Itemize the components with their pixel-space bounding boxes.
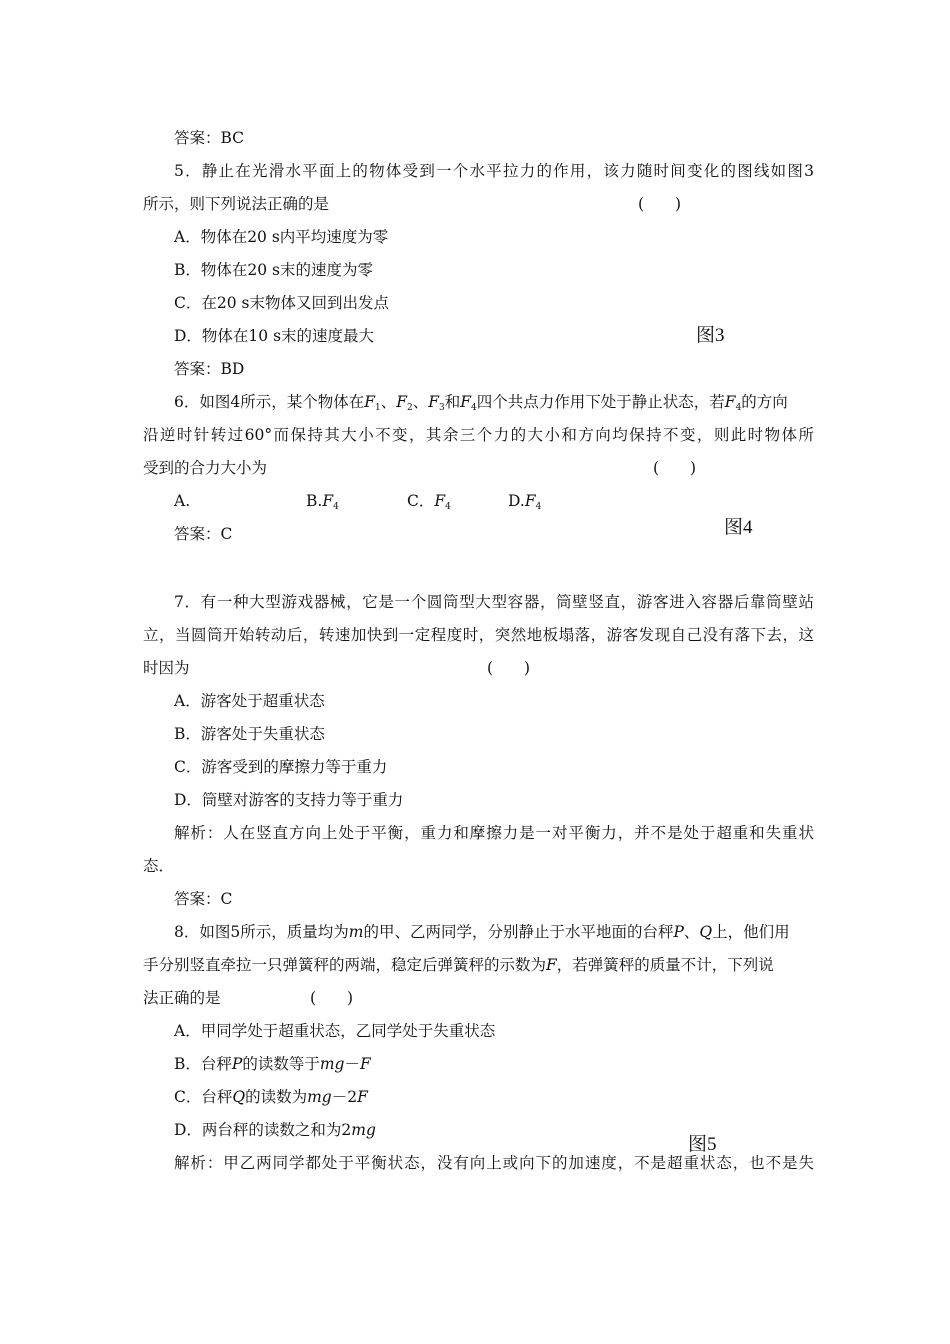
question-6-option-a: A. [174, 492, 191, 510]
question-5-answer-paren: ( ) [638, 195, 682, 213]
question-6-option-b: $B.F_4$ [306, 492, 339, 512]
question-5-line-1: 5．静止在光滑水平面上的物体受到一个水平拉力的作用，该力随时间变化的图线如图3 [174, 162, 814, 180]
question-8-option-d: D．两台秤的读数之和为2mg [174, 1121, 376, 1139]
answer-q6: 答案：C [174, 525, 233, 543]
question-7-line-2: 立，当圆筒开始转动后，转速加快到一定程度时，突然地板塌落，游客发现自己没有落下去，这 [143, 626, 814, 644]
question-7-option-c: C．游客受到的摩擦力等于重力 [174, 758, 388, 776]
question-6-answer-paren: ( ) [653, 459, 697, 477]
question-5-option-a: A．物体在20 s内平均速度为零 [174, 228, 389, 246]
question-5-option-d: D．物体在10 s末的速度最大 [174, 327, 375, 345]
question-7-answer-paren: ( ) [487, 659, 531, 677]
figure-3-label: 图3 [696, 325, 725, 346]
question-7-option-a: A．游客处于超重状态 [174, 692, 325, 710]
question-7-analysis-line-1: 解析：人在竖直方向上处于平衡，重力和摩擦力是一对平衡力，并不是处于超重和失重状 [174, 824, 814, 842]
question-6-line-1: 6．如图4所示，某个物体在$F_1$、$F_2$、$F_3$和$F_4$四个共点力作用下处于静止状态，若$F_4$的方向 [174, 393, 788, 413]
figure-4-label: 图4 [724, 517, 753, 538]
question-7-option-d: D．筒壁对游客的支持力等于重力 [174, 791, 404, 809]
question-7-analysis-line-2: 态． [143, 857, 175, 875]
question-8-line-3: 法正确的是 [143, 989, 221, 1007]
question-5-option-c: C．在20 s末物体又回到出发点 [174, 294, 389, 312]
answer-q5: 答案：BD [174, 360, 245, 378]
figure-5-label: 图5 [688, 1134, 717, 1155]
question-8-line-1: 8．如图5所示，质量均为m的甲、乙两同学，分别静止于水平地面的台秤P、Q上，他们用 [174, 923, 790, 941]
question-8-answer-paren: ( ) [310, 989, 354, 1007]
question-6-option-d: $D.F_4$ [508, 492, 542, 512]
answer-q4: 答案：BC [174, 129, 245, 147]
question-6-line-2: 沿逆时针转过60°而保持其大小不变，其余三个力的大小和方向均保持不变，则此时物体所 [143, 426, 814, 444]
question-6-line-3: 受到的合力大小为 [143, 459, 268, 477]
question-6-option-c: C．$F_4$ [407, 492, 451, 512]
question-8-analysis-line-1: 解析：甲乙两同学都处于平衡状态，没有向上或向下的加速度，不是超重状态，也不是失 [174, 1154, 814, 1172]
question-7-option-b: B．游客处于失重状态 [174, 725, 325, 743]
answer-q7: 答案：C [174, 890, 233, 908]
question-5-line-2: 所示，则下列说法正确的是 [143, 195, 330, 213]
question-5-option-b: B．物体在20 s末的速度为零 [174, 261, 373, 279]
question-8-option-b: B．台秤P的读数等于mg－F [174, 1055, 371, 1073]
question-8-option-c: C．台秤Q的读数为mg－2F [174, 1088, 368, 1106]
question-7-line-1: 7．有一种大型游戏器械，它是一个圆筒型大型容器，筒壁竖直，游客进入容器后靠筒壁站 [174, 593, 814, 611]
question-8-option-a: A．甲同学处于超重状态，乙同学处于失重状态 [174, 1022, 496, 1040]
question-7-line-3: 时因为 [143, 659, 190, 677]
question-8-line-2: 手分别竖直牵拉一只弹簧秤的两端，稳定后弹簧秤的示数为F，若弹簧秤的质量不计，下列说 [143, 956, 774, 974]
